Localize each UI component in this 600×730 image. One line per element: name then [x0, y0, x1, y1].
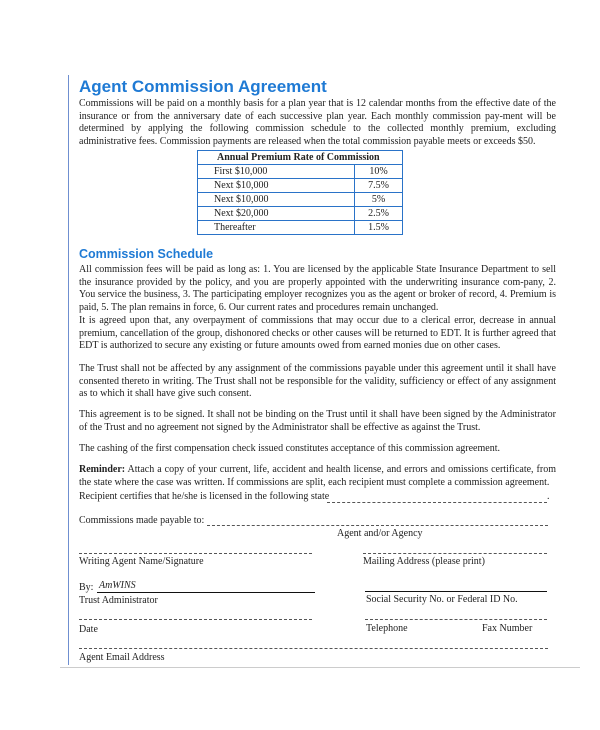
mailing-address-field[interactable] — [363, 553, 547, 554]
writing-agent-field[interactable] — [79, 553, 312, 554]
premium-cell: Next $20,000 — [198, 207, 355, 221]
email-label: Agent Email Address — [79, 652, 165, 663]
rate-cell: 2.5% — [354, 207, 402, 221]
payable-field[interactable] — [207, 525, 548, 526]
paragraph-assignment: The Trust shall not be affected by any assignment of the commissions payable under this agreement until it shall have consented thereto in writing. The Trust shall not be responsible for the validity, sufficiency or effect of any assignment as to which it shall have give such consent. — [79, 363, 556, 399]
premium-cell: Thereafter — [198, 221, 355, 235]
intro-paragraph: Commissions will be paid on a monthly basis for a plan year that is 12 calendar months from the effective date of the insurance or from the anniversary date of each successive plan year. Each monthly commission pay-ment will be determined by applying the following commission schedule to the collected monthly premium, excluding administrative fees. Commission payments are released when the total commission payable meets or exceeds $50. — [79, 98, 556, 147]
reminder-text: Attach a copy of your current, life, accident and health license, and errors and omissions certificate, from the state where the case was written. If commissions are split, each recipient must complete a commission agreement. — [79, 464, 556, 488]
paragraph-overpayment: It is agreed upon that, any overpayment of commissions that may occur due to a clerical error, decrease in annual premium, cancellation of the group, dishonored checks or other causes will be returned to EDT. It is further agreed that EDT is authorized to secure any existing or future amounts owed from earned monies due on other cases. — [79, 315, 556, 351]
telephone-fax-field[interactable] — [365, 619, 547, 620]
table-header: Annual Premium Rate of Commission — [198, 151, 403, 165]
table-row — [198, 165, 403, 179]
mailing-address-label: Mailing Address (please print) — [363, 556, 485, 567]
reminder-label: Reminder: — [79, 464, 126, 475]
rate-cell: 7.5% — [354, 179, 402, 193]
payable-label: Commissions made payable to: — [79, 515, 205, 526]
page-title: Agent Commission Agreement — [79, 77, 327, 96]
date-field[interactable] — [79, 619, 312, 620]
ssn-field[interactable] — [365, 591, 547, 592]
recipient-state-label: Recipient certifies that he/she is licensed in the following state — [79, 491, 330, 502]
premium-cell: Next $10,000 — [198, 179, 355, 193]
section-heading: Commission Schedule — [79, 247, 214, 261]
recipient-state-field[interactable] — [327, 502, 547, 503]
premium-cell: First $10,000 — [198, 165, 355, 179]
table-row — [198, 193, 403, 207]
rate-cell: 10% — [354, 165, 402, 179]
email-field[interactable] — [79, 648, 548, 649]
paragraph-signing: This agreement is to be signed. It shall not be binding on the Trust until it shall have been signed by the Administrator of the Trust and no agreement not signed by the Administrator shall be effective as against the Trust. — [79, 409, 556, 433]
by-label: By: — [79, 582, 94, 593]
rate-cell: 5% — [354, 193, 402, 207]
paragraph-acceptance: The cashing of the first compensation check issued constitutes acceptance of this commission agreement. — [79, 443, 500, 454]
page-bottom-divider — [60, 667, 580, 668]
fax-label: Fax Number — [482, 623, 533, 634]
ssn-label: Social Security No. or Federal ID No. — [366, 594, 518, 605]
writing-agent-label: Writing Agent Name/Signature — [79, 556, 204, 567]
agency-label: Agent and/or Agency — [337, 528, 423, 539]
reminder-paragraph — [79, 464, 556, 489]
period: . — [547, 491, 550, 502]
table-row — [198, 179, 403, 193]
premium-cell: Next $10,000 — [198, 193, 355, 207]
paragraph-conditions: All commission fees will be paid as long as: 1. You are licensed by the applicable State Insurance Department to sell the insurance provided by the policy, and you are properly appointed with the underwriting insurance com-pany, 2. You service the business, 3. The participating employer recognizes you as the agent or broker of record, 4. Premium is paid, 5. The plan remains in force, 6. Our current rates and procedures remain unchanged. — [79, 264, 556, 313]
table-row — [198, 221, 403, 235]
table-row — [198, 207, 403, 221]
margin-rule — [68, 75, 69, 665]
commission-rate-table — [197, 150, 403, 235]
trust-admin-signature: AmWINS — [99, 580, 136, 591]
trust-admin-label: Trust Administrator — [79, 595, 158, 606]
telephone-label: Telephone — [366, 623, 408, 634]
date-label: Date — [79, 624, 98, 635]
rate-cell: 1.5% — [354, 221, 402, 235]
trust-admin-field[interactable] — [97, 592, 315, 593]
